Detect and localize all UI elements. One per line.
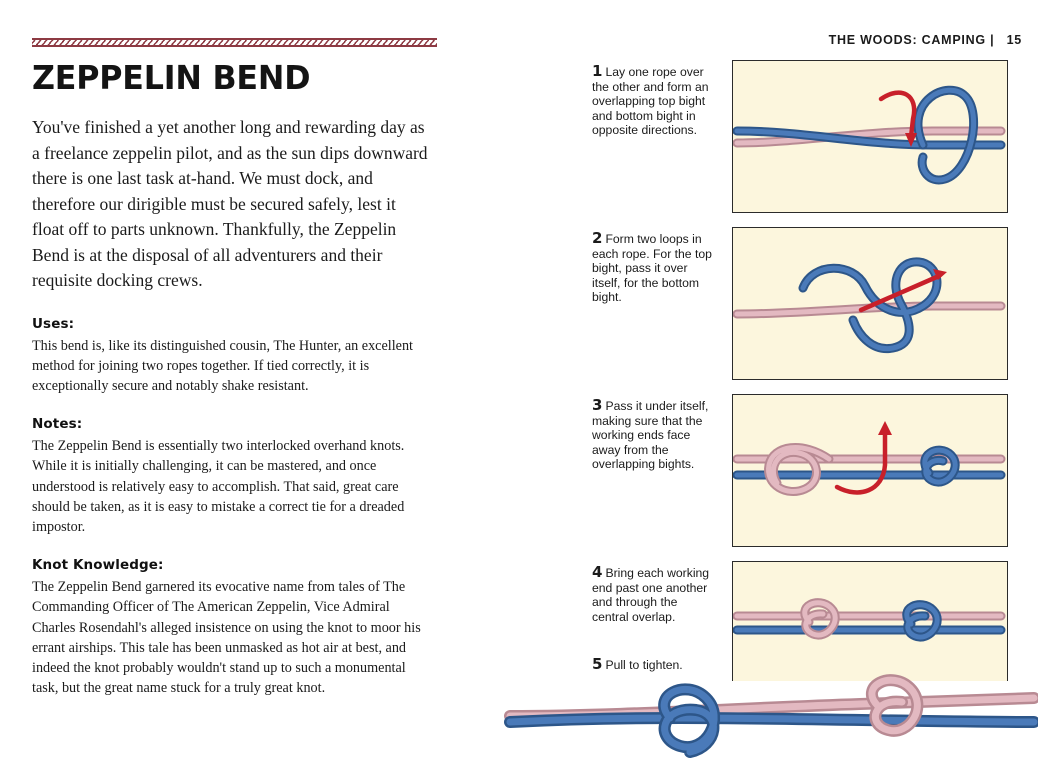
- steps-column: [592, 60, 1022, 691]
- section-heading-notes: Notes:: [32, 416, 83, 433]
- step-3: [592, 394, 1022, 549]
- step-1-number: 1: [592, 62, 603, 80]
- step-2: [592, 227, 1022, 382]
- section-body-knot-knowledge: The Zeppelin Bend garnered its evocative name from tales of The Commanding Officer of The American Zeppelin, Vice Admiral Charles Rosendahl's alleged insistence on using the knot to moor his errant airships. This tale has been unmasked as hot air at best, and indeed the knot probably wouldn't stand up to such a monumental task, but the great name stuck for a truly great knot.: [32, 579, 421, 697]
- step-2-number: 2: [592, 229, 603, 247]
- step-1-text-block: [592, 64, 714, 138]
- page-number: 15: [1006, 33, 1022, 47]
- step-2-illustration: [732, 227, 1008, 380]
- knot-diagram-final: [500, 660, 1038, 784]
- step-4-text-block: [592, 565, 714, 624]
- section-body-notes: The Zeppelin Bend is essentially two interlocked overhand knots. While it is initially challenging, it can be mastered, and once understood is relatively easy to accomplish. That said, great care should be taken, as it is easy to mistake a correct tie for a dreaded impostor.: [32, 438, 405, 535]
- intro-paragraph: You've finished a yet another long and rewarding day as a freelance zeppelin pilot, and as the sun dips downward there is one last task at-hand. We must dock, and therefore our dirigible must be secured safely, lest it float off to parts unknown. Thankfully, the Zeppelin Bend is at the disposal of all adventurers and their requisite docking crews.: [32, 117, 428, 290]
- step-3-number: 3: [592, 396, 603, 414]
- step-2-text-block: [592, 231, 714, 305]
- step-5-instruction: Pull to tighten.: [605, 658, 683, 672]
- section-body-uses: This bend is, like its distinguished cousin, The Hunter, an excellent method for joining two ropes together. If tied correctly, it is exceptionally secure and notably shake resistant.: [32, 337, 413, 394]
- step-4-instruction: Bring each working end past one another and through the central overlap.: [592, 566, 710, 624]
- step-3-text-block: [592, 398, 714, 472]
- step-3-illustration: [732, 394, 1008, 547]
- knot-diagram-step-1: [733, 61, 1006, 211]
- knot-diagram-step-3: [733, 395, 1006, 545]
- step-4-number: 4: [592, 563, 603, 581]
- knot-diagram-step-2: [733, 228, 1006, 378]
- step-3-instruction: Pass it under itself, making sure that the working ends face away from the overlapping bights.: [592, 399, 709, 472]
- finished-knot-illustration: [500, 660, 1038, 784]
- running-head-label: THE WOODS: CAMPING |: [828, 33, 995, 47]
- step-5-number: 5: [592, 655, 603, 673]
- step-1: [592, 60, 1022, 215]
- step-1-instruction: Lay one rope over the other and form an overlapping top bight and bottom bight in opposite directions.: [592, 65, 709, 138]
- section-heading-knot-knowledge: Knot Knowledge:: [32, 557, 164, 574]
- article-column: [32, 58, 432, 698]
- section-heading-uses: Uses:: [32, 315, 75, 332]
- step-2-instruction: Form two loops in each rope. For the top bight, pass it over itself, for the bottom bight.: [592, 232, 712, 305]
- page-title: ZEPPELIN BEND: [32, 58, 311, 97]
- running-head: [829, 33, 1022, 47]
- step-1-illustration: [732, 60, 1008, 213]
- header-decorative-rule: [32, 38, 437, 47]
